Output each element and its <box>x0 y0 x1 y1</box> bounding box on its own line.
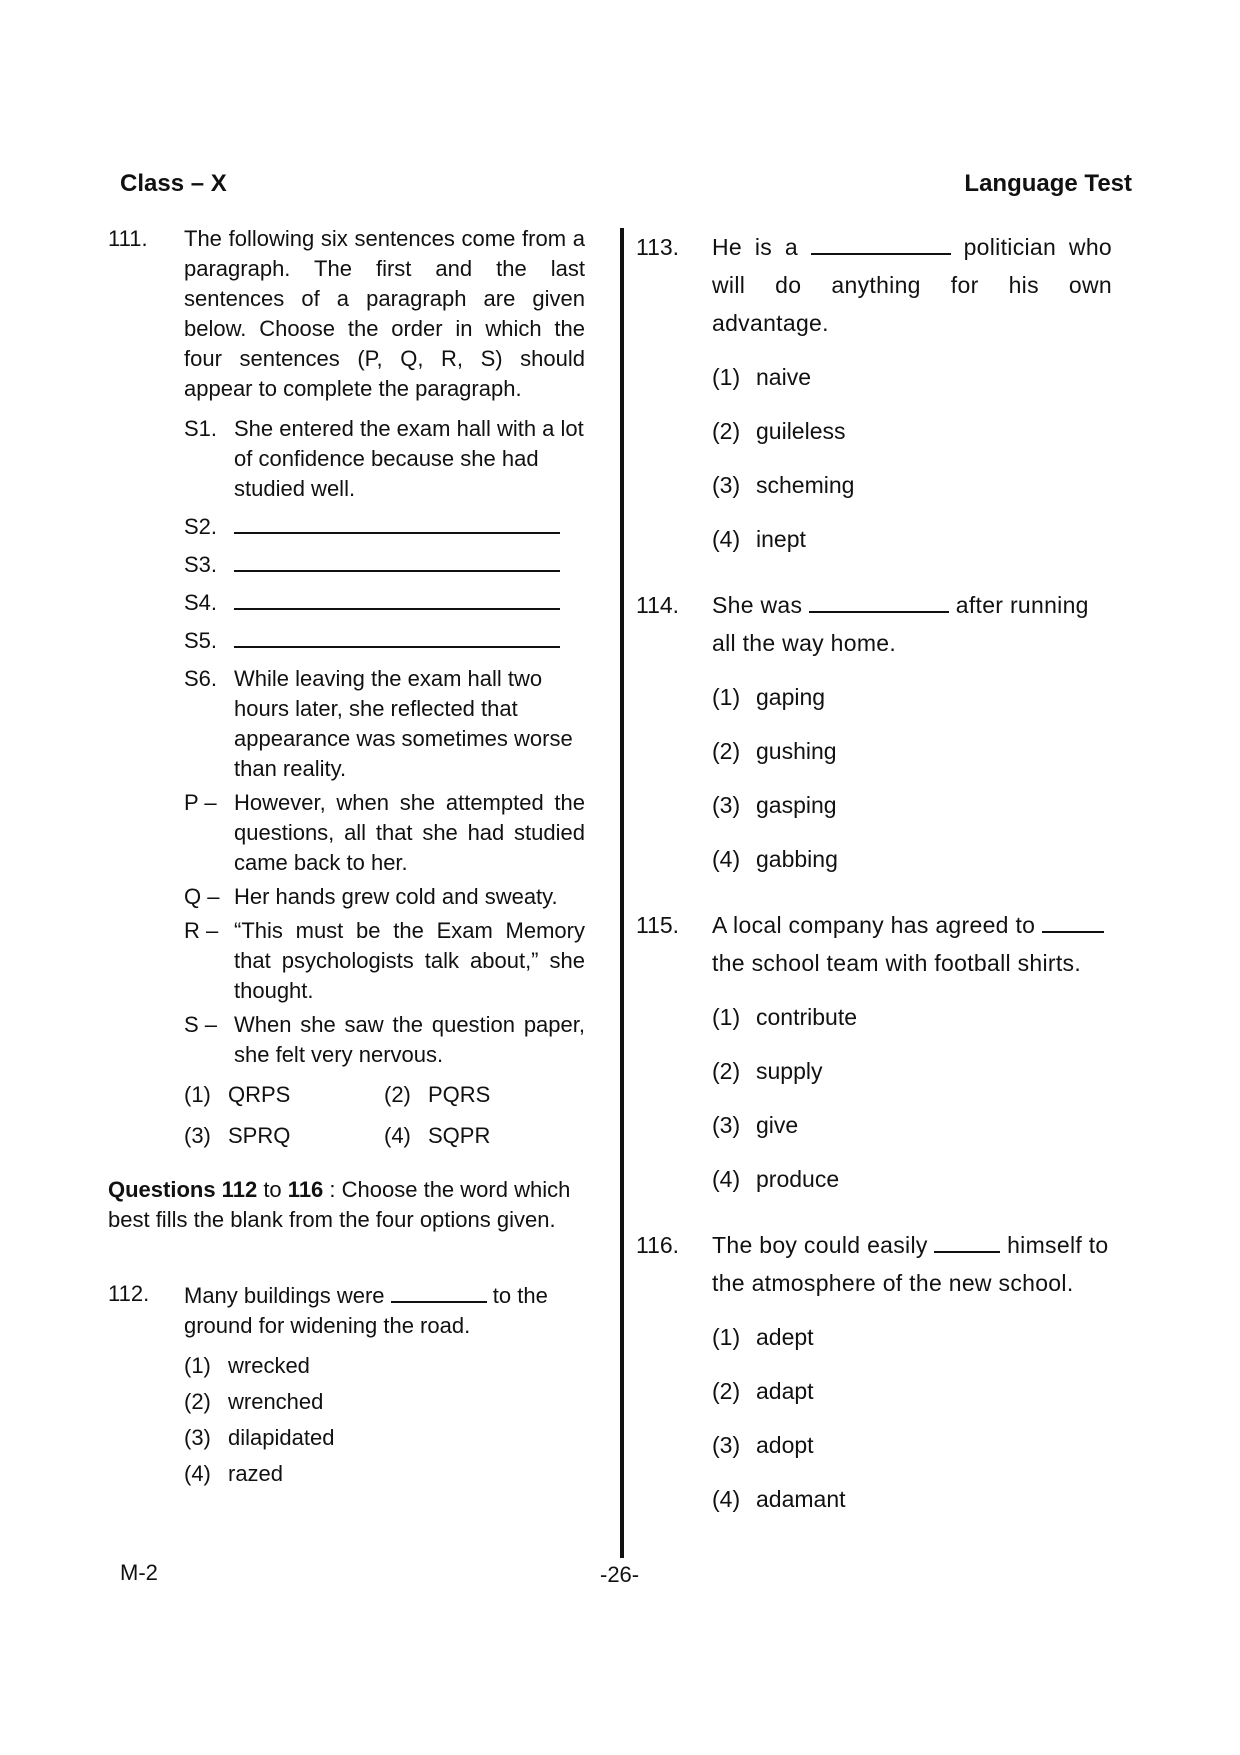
answer-options-111 <box>184 1080 585 1151</box>
question-number: 113. <box>636 234 680 260</box>
question-111 <box>108 224 585 1070</box>
option-3[interactable]: (3) scheming <box>712 472 855 498</box>
sentence-label: S2. <box>184 514 218 539</box>
sentence-text: She entered the exam hall with a lot of confidence because she had studied well. <box>234 416 584 501</box>
sentence-label: S6. <box>184 666 218 691</box>
sentence-list <box>184 414 585 1070</box>
left-column <box>108 224 585 1489</box>
question-stem: A local company has agreed to the school team with football shirts. <box>712 906 1112 982</box>
option-list <box>184 1351 585 1489</box>
form-code: M-2 <box>120 1560 158 1585</box>
sentence-label: S4. <box>184 590 218 615</box>
blank-line <box>811 231 951 255</box>
option-3[interactable]: (3) adopt <box>712 1432 814 1458</box>
option-2[interactable]: (2) gushing <box>712 738 837 764</box>
question-stem: He is a politician who will do anything for his own advantage. <box>712 228 1112 342</box>
instructions-to: to <box>263 1177 282 1202</box>
option-2[interactable]: (2) PQRS <box>384 1082 491 1107</box>
option-1[interactable]: (1) adept <box>712 1324 814 1350</box>
option-2[interactable]: (2) guileless <box>712 418 846 444</box>
blank-line <box>1042 909 1104 933</box>
option-1[interactable]: (1) gaping <box>712 684 826 710</box>
sentence-s <box>184 1010 585 1070</box>
sentence-text: However, when she attempted the questions, all that she had studied came back to her. <box>234 790 585 875</box>
option-1[interactable]: (1) wrecked <box>184 1353 310 1378</box>
sentence-s4 <box>184 588 585 618</box>
question-number: 114. <box>636 592 680 618</box>
sentence-text: When she saw the question paper, she felt very nervous. <box>234 1012 585 1067</box>
question-112 <box>108 1279 585 1489</box>
blank-line <box>234 550 560 572</box>
sentence-r <box>184 916 585 1006</box>
sentence-text: While leaving the exam hall two hours later, she reflected that appearance was sometimes worse than reality. <box>234 666 573 781</box>
option-3[interactable]: (3) give <box>712 1112 799 1138</box>
sentence-text: Her hands grew cold and sweaty. <box>234 884 558 909</box>
right-column <box>636 228 1112 1518</box>
question-115 <box>636 906 1112 1198</box>
question-number: 116. <box>636 1232 680 1258</box>
blank-line <box>234 626 560 648</box>
sentence-s5 <box>184 626 585 656</box>
option-2[interactable]: (2) wrenched <box>184 1389 324 1414</box>
sentence-label: Q – <box>184 884 220 909</box>
question-stem: The following six sentences come from a paragraph. The first and the last sentences of a paragraph are given below. Choose the order in which the four sentences (P, Q, R, S) should appear to complete the paragraph. <box>184 226 585 401</box>
option-4[interactable]: (4) razed <box>184 1461 284 1486</box>
sentence-p <box>184 788 585 878</box>
option-4[interactable]: (4) SQPR <box>384 1123 491 1148</box>
question-stem: The boy could easily himself to the atmosphere of the new school. <box>712 1226 1112 1302</box>
page-header <box>120 170 1132 210</box>
instructions-bold-start: Questions 112 <box>108 1177 258 1202</box>
sentence-s2 <box>184 512 585 542</box>
question-116 <box>636 1226 1112 1518</box>
sentence-label: R – <box>184 918 219 943</box>
column-divider <box>620 228 624 1558</box>
sentence-label: S3. <box>184 552 218 577</box>
question-stem: She was after running all the way home. <box>712 586 1112 662</box>
sentence-text: “This must be the Exam Memory that psychologists talk about,” she thought. <box>234 918 585 1003</box>
sentence-s1 <box>184 414 585 504</box>
option-list <box>712 678 1112 878</box>
question-number: 115. <box>636 912 680 938</box>
option-4[interactable]: (4) inept <box>712 526 806 552</box>
sentence-label: S5. <box>184 628 218 653</box>
blank-line <box>391 1279 487 1303</box>
instructions-bold-end: 116 <box>287 1177 324 1202</box>
option-1[interactable]: (1) naive <box>712 364 811 390</box>
question-number: 112. <box>108 1281 150 1306</box>
option-1[interactable]: (1) QRPS <box>184 1082 291 1107</box>
option-4[interactable]: (4) gabbing <box>712 846 838 872</box>
sentence-label: P – <box>184 790 217 815</box>
sentence-label: S1. <box>184 416 218 441</box>
test-title: Language Test <box>964 170 1132 197</box>
option-2[interactable]: (2) supply <box>712 1058 823 1084</box>
question-113 <box>636 228 1112 558</box>
question-number: 111. <box>108 226 148 251</box>
option-list <box>712 998 1112 1198</box>
blank-line <box>234 512 560 534</box>
blank-line <box>234 588 560 610</box>
option-list <box>712 358 1112 558</box>
page-number: -26- <box>600 1562 640 1587</box>
sentence-label: S – <box>184 1012 218 1037</box>
option-3[interactable]: (3) gasping <box>712 792 837 818</box>
option-4[interactable]: (4) adamant <box>712 1486 846 1512</box>
sentence-q <box>184 882 585 912</box>
blank-line <box>934 1229 1000 1253</box>
option-2[interactable]: (2) adapt <box>712 1378 814 1404</box>
option-3[interactable]: (3) dilapidated <box>184 1425 335 1450</box>
blank-line <box>809 589 949 613</box>
instructions-text: : Choose the word which best fills the blank from the four options given. <box>108 1177 571 1232</box>
sentence-s3 <box>184 550 585 580</box>
option-list <box>712 1318 1112 1518</box>
option-4[interactable]: (4) produce <box>712 1166 840 1192</box>
question-stem: Many buildings were to the ground for widening the road. <box>184 1279 585 1341</box>
instructions <box>108 1175 585 1235</box>
option-1[interactable]: (1) contribute <box>712 1004 858 1030</box>
option-3[interactable]: (3) SPRQ <box>184 1123 291 1148</box>
class-label: Class – X <box>120 170 227 197</box>
question-114 <box>636 586 1112 878</box>
sentence-s6 <box>184 664 585 784</box>
